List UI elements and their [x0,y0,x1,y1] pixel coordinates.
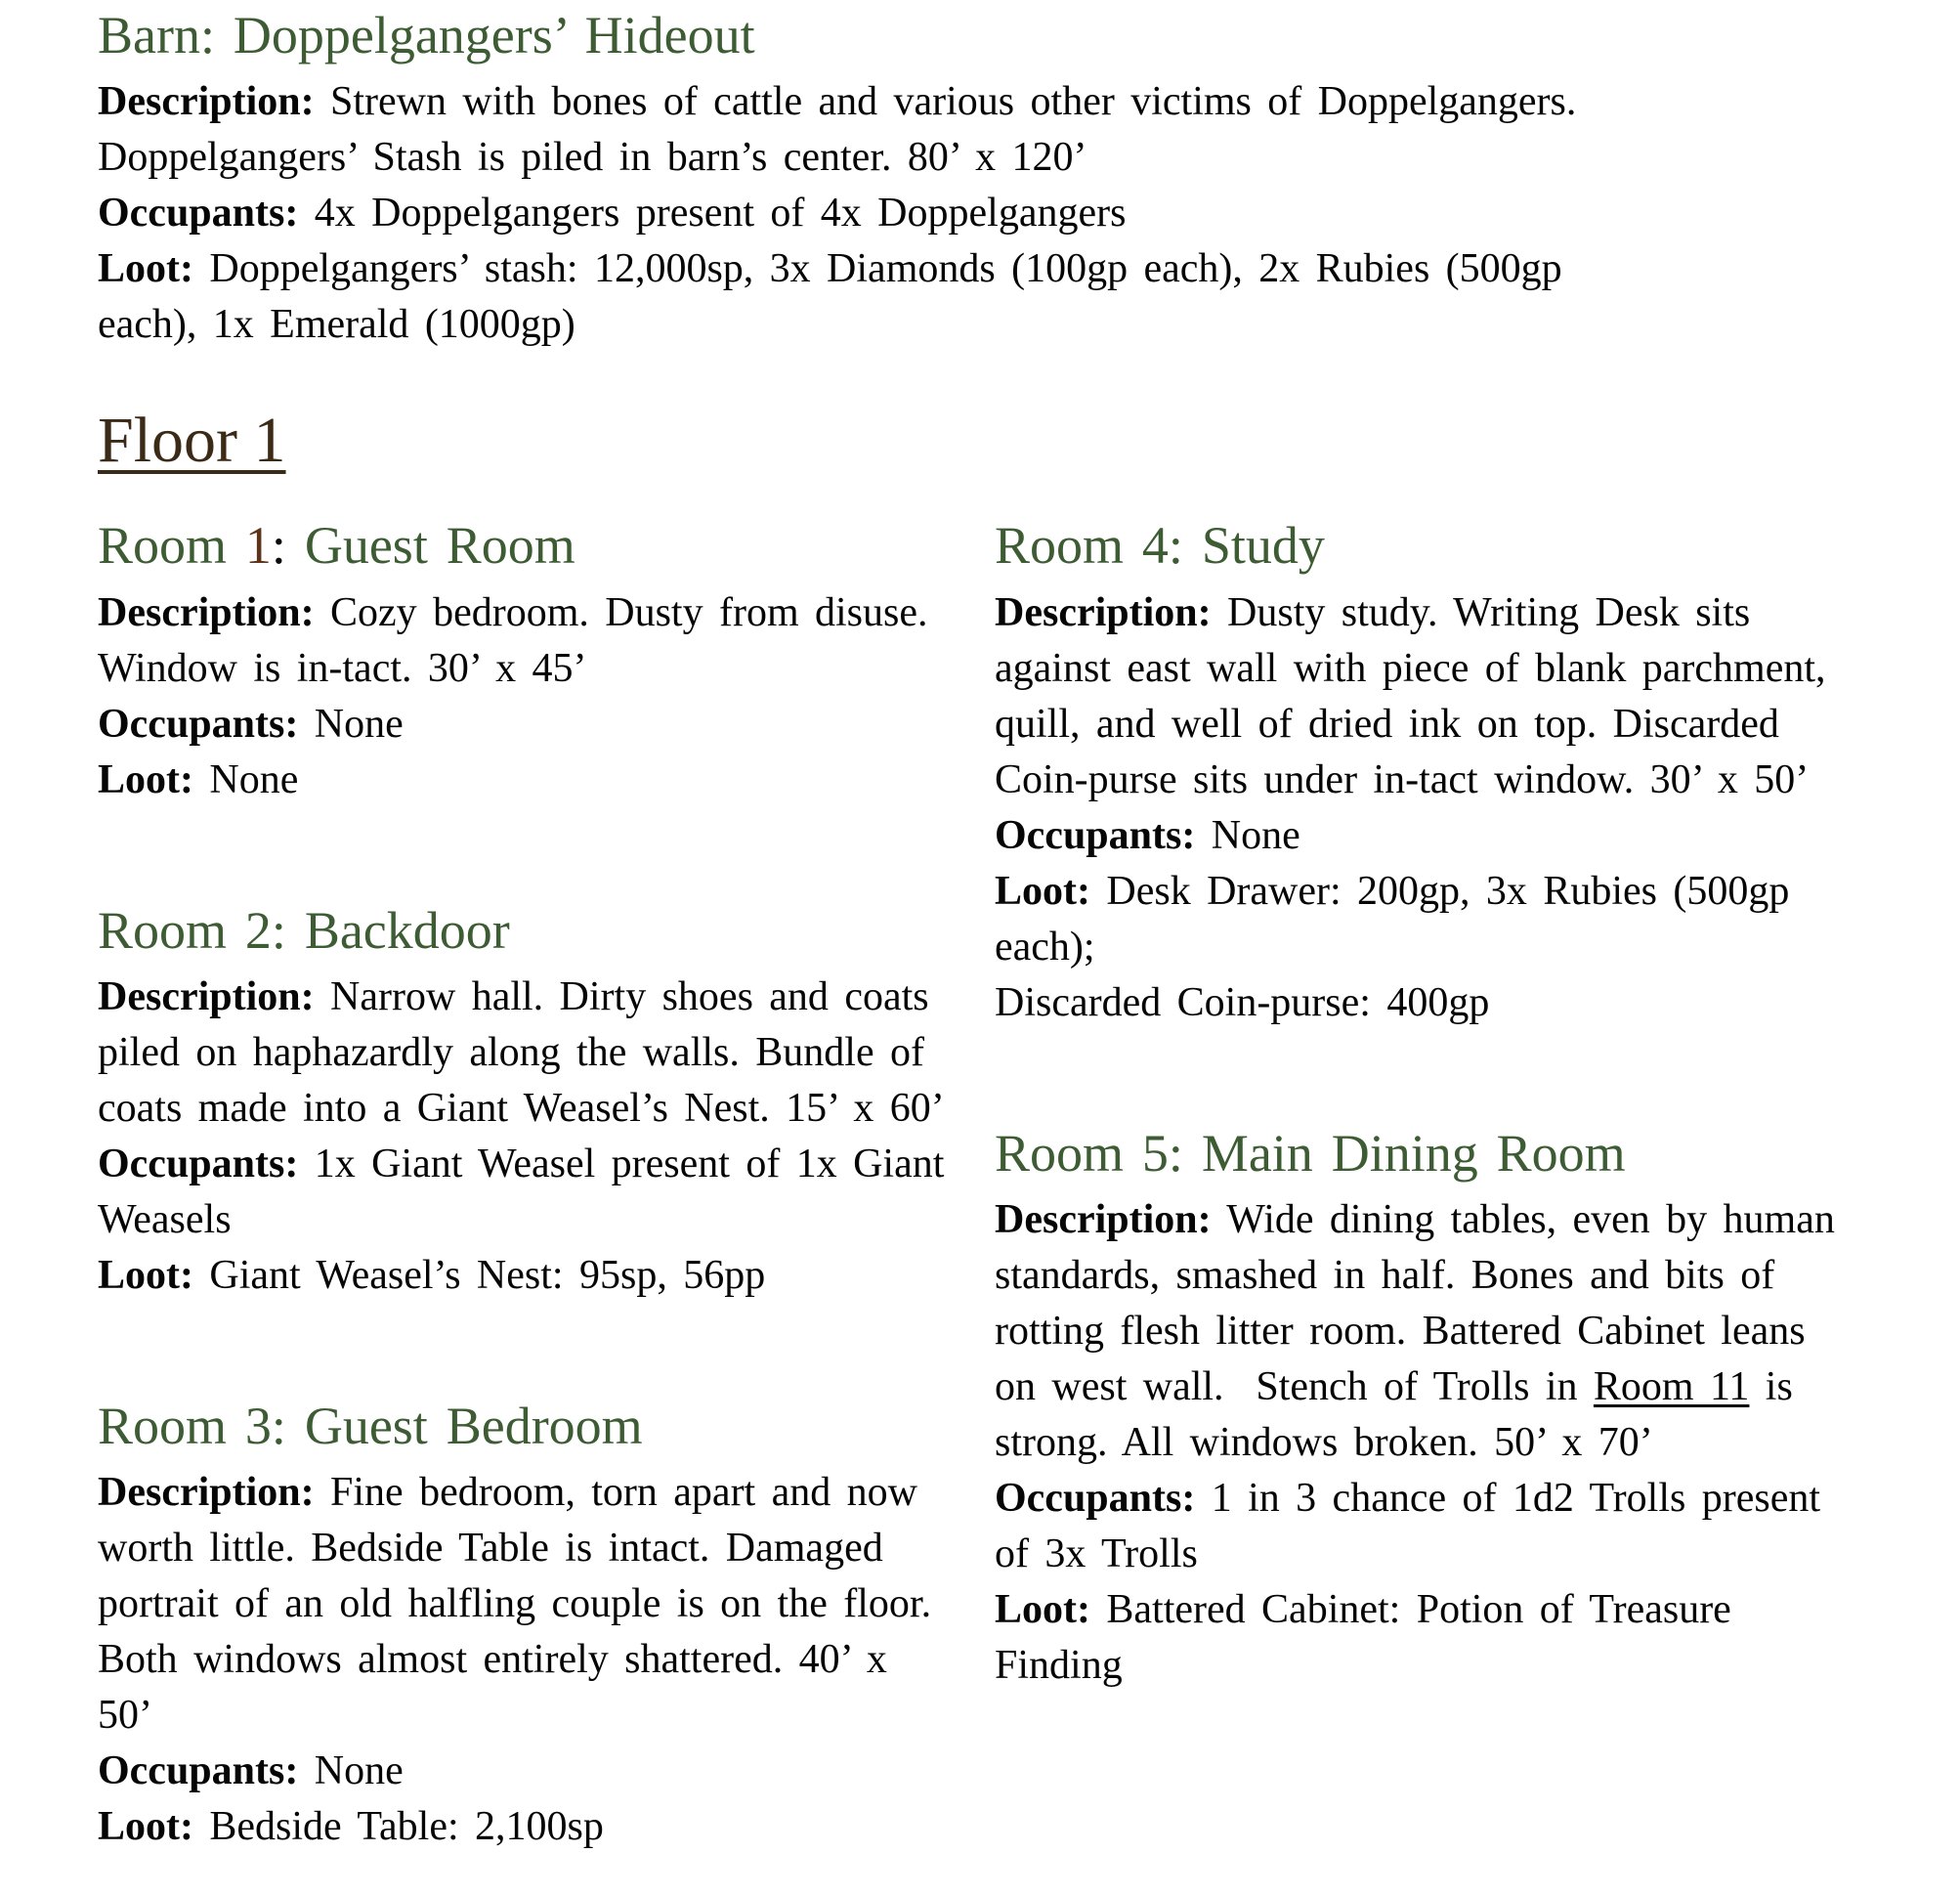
loot-label: Loot: [98,1804,193,1850]
room-4-loot-text: Desk Drawer: 200gp, 3x Rubies (500gp each); [995,868,1806,970]
room-2-description-text: Narrow hall. Dirty shoes and coats piled on haphazardly along the walls. Bundle of coats made into a Giant Weasel’s Nest. 15’ x 60’ [98,974,946,1131]
loot-label: Loot: [995,1587,1090,1632]
right-column [995,516,1852,1855]
room-2-occupants [98,1137,960,1248]
room-2-loot [98,1248,950,1304]
room-11-link[interactable]: Room 11 [1593,1364,1750,1409]
room-3-description-text: Fine bedroom, torn apart and now worth little. Bedside Table is intact. Damaged portrait of an old halfling couple is on the floor. Both windows almost entirely shattered. 40’ x 50’ [98,1470,948,1739]
room-5-loot [995,1582,1847,1694]
room-5-title: Room 5: Main Dining Room [995,1123,1626,1183]
room-5-description [995,1192,1852,1471]
room-5-loot-text: Battered Cabinet: Potion of Treasure Finding [995,1587,1748,1688]
room-1-description-text: Cozy bedroom. Dusty from disuse. Window is in-tact. 30’ x 45’ [98,589,944,691]
loot-label: Loot: [98,1253,193,1298]
barn-occupants [98,186,1661,241]
description-label: Description: [98,79,315,125]
room-1-description [98,585,950,697]
room-3-title: Room 3: Guest Bedroom [98,1397,643,1455]
barn-title: Barn: Doppelgangers’ Hideout [98,6,755,65]
room-3-block [98,1397,950,1855]
room-1-title-prefix: Room [98,516,245,576]
room-1-title [98,516,950,575]
room-4-loot-line2-text: Discarded Coin-purse: 400gp [995,979,1490,1025]
barn-section [98,6,1661,353]
room-4-block [995,516,1847,1030]
room-4-description [995,585,1847,808]
room-4-title: Room 4: Study [995,516,1325,576]
barn-loot [98,241,1661,353]
room-4-description-text: Dusty study. Writing Desk sits against east wall with piece of blank parchment, quill, and well of dried ink on top. Discarded Coin-purse sits under in-tact window. 30’ x 50’ [995,589,1842,802]
room-4-occupants [995,808,1847,864]
occupants-label: Occupants: [98,191,299,237]
room-3-occupants [98,1744,950,1799]
two-column-layout [98,516,1852,1855]
room-5-block [995,1123,1852,1694]
room-1-title-rest: Guest Room [285,516,575,576]
room-2-block [98,900,960,1304]
description-label: Description: [98,1470,315,1516]
room-1-occupants-text: None [314,701,404,747]
loot-label: Loot: [98,756,193,802]
room-2-occupants-text: 1x Giant Weasel present of 1x Giant Weasels [98,1142,960,1242]
barn-description [98,74,1661,186]
description-label: Description: [98,974,315,1019]
room-4-loot [995,864,1847,1031]
left-column [98,516,960,1855]
floor-heading: Floor 1 [98,405,286,477]
description-label: Description: [995,1197,1212,1242]
description-label: Description: [98,589,315,635]
room-1-loot-text: None [209,756,299,802]
room-2-title: Room 2: Backdoor [98,900,510,960]
room-5-occupants [995,1471,1847,1582]
loot-label: Loot: [98,246,193,292]
loot-label: Loot: [995,868,1090,914]
room-3-description [98,1465,950,1744]
room-3-loot-text: Bedside Table: 2,100sp [209,1804,604,1850]
occupants-label: Occupants: [98,1748,299,1794]
barn-loot-text: Doppelgangers’ stash: 12,000sp, 3x Diamonds (100gp each), 2x Rubies (500gp each), 1x Emerald (1000gp) [98,246,1579,348]
room-3-loot [98,1799,950,1855]
barn-description-text: Strewn with bones of cattle and various other victims of Doppelgangers. Doppelgangers’ Stash is piled in barn’s center. 80’ x 120’ [98,79,1593,181]
description-label: Description: [995,589,1212,635]
occupants-label: Occupants: [995,812,1196,858]
barn-occupants-text: 4x Doppelgangers present of 4x Doppelgangers [314,191,1127,237]
room-1-loot [98,753,950,808]
room-5-description-text: Wide dining tables, even by human standards, smashed in half. Bones and bits of rotting flesh litter room. Battered Cabinet leans on west wall. Stench of Trolls in [995,1197,1852,1409]
room-4-occupants-text: None [1211,812,1300,858]
occupants-label: Occupants: [98,701,299,747]
room-1-title-colon: : [271,516,286,576]
room-5-occupants-text: 1 in 3 chance of 1d2 Trolls present of 3x Trolls [995,1476,1837,1576]
occupants-label: Occupants: [98,1142,299,1186]
room-1-title-number: 1 [244,516,272,576]
room-2-loot-text: Giant Weasel’s Nest: 95sp, 56pp [209,1253,766,1298]
room-2-description [98,970,950,1137]
room-1-block [98,516,950,807]
room-5-description-text-after: is strong. All windows broken. 50’ x 70’ [995,1364,1810,1465]
room-3-occupants-text: None [314,1748,404,1794]
room-1-occupants [98,697,950,753]
occupants-label: Occupants: [995,1476,1196,1521]
